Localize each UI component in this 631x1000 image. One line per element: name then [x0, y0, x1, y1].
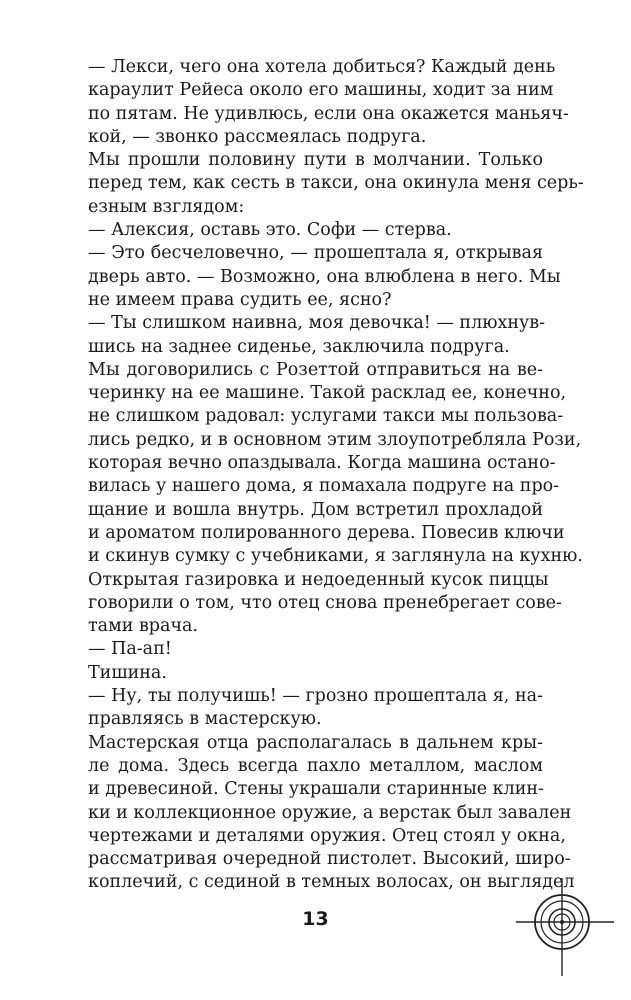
text-line: которая вечно опаздывала. Когда машина остано-	[88, 453, 556, 474]
text-line: коплечий, с сединой в темных волосах, он выглядел	[88, 872, 575, 893]
text-line: дверь авто. — Возможно, она влюблена в него. Мы	[88, 266, 561, 287]
text-line: лись редко, и в основном этим злоупотребляла Рози,	[88, 429, 582, 450]
text-line: — Ну, ты получишь! — грозно прошептала я, на-	[88, 686, 543, 707]
text-line: — Лекси, чего она хотела добиться? Каждый день	[88, 57, 556, 77]
paragraph	[88, 359, 583, 639]
text-line: черинку на ее машине. Такой расклад ее, конечно,	[88, 383, 567, 404]
paragraph	[88, 662, 543, 685]
text-line: кой, — звонко рассмеялась подруга.	[88, 126, 427, 147]
text-line: вилась у нашего дома, я помахала подруге на про-	[88, 476, 560, 497]
text-line: — Ты слишком наивна, моя девочка! — плюхнув-	[88, 313, 546, 334]
text-line: Мы прошли половину пути в молчании. Только	[88, 150, 543, 171]
text-line: правляясь в мастерскую.	[88, 709, 322, 730]
paragraph	[88, 638, 543, 661]
text-line: тами врача.	[88, 616, 199, 637]
text-line: чертежами и деталями оружия. Отец стоял у окна,	[88, 825, 566, 846]
text-line: рассматривая очередной пистолет. Высокий, широ-	[88, 849, 571, 870]
text-line: ки и коллекционное оружие, а верстак был завален	[88, 802, 572, 823]
paragraph	[88, 685, 543, 732]
paragraph	[88, 149, 584, 219]
text-line: караулит Рейеса около его машины, ходит за ним	[88, 80, 554, 101]
text-line: щание и вошла внутрь. Дом встретил прохладой	[88, 499, 543, 520]
page-number: 13	[302, 908, 329, 930]
crosshair-target-icon	[516, 878, 614, 976]
text-line: — Это бесчеловечно, — прошептала я, открывая	[88, 243, 543, 264]
text-line: не имеем права судить ее, ясно?	[88, 289, 392, 310]
text-line: Открытая газировка и недоеденный кусок пиццы	[88, 569, 549, 590]
text-line: по пятам. Не удивлюсь, если она окажется маньяч-	[88, 103, 569, 124]
paragraph	[88, 312, 546, 359]
text-line: — Алексия, оставь это. Софи — стерва.	[88, 220, 452, 241]
text-line: говорили о том, что отец снова пренебрегает сове-	[88, 592, 562, 613]
text-line: — Па-ап!	[88, 639, 172, 660]
text-line: ле дома. Здесь всегда пахло металлом, маслом	[88, 755, 543, 776]
text-line: Тишина.	[88, 662, 167, 683]
paragraph	[88, 732, 575, 895]
text-line: не слишком радовал: услугами такси мы пользова-	[88, 406, 564, 427]
paragraph	[88, 219, 543, 242]
text-line: перед тем, как сесть в такси, она окинула меня серь-	[88, 173, 584, 194]
text-line: и древесиной. Стены украшали старинные клин-	[88, 779, 544, 800]
page-text	[88, 56, 584, 895]
paragraph	[88, 242, 561, 312]
text-line: и ароматом полированного дерева. Повесив ключи	[88, 522, 565, 543]
paragraph	[88, 56, 569, 149]
text-line: езным взглядом:	[88, 196, 245, 217]
text-line: Мастерская отца располагалась в дальнем кры-	[88, 732, 543, 753]
text-line: Мы договорились с Розеттой отправиться на ве-	[88, 359, 543, 380]
text-line: шись на заднее сиденье, заключила подруга.	[88, 336, 510, 357]
text-line: и скинув сумку с учебниками, я заглянула на кухню.	[88, 546, 583, 567]
